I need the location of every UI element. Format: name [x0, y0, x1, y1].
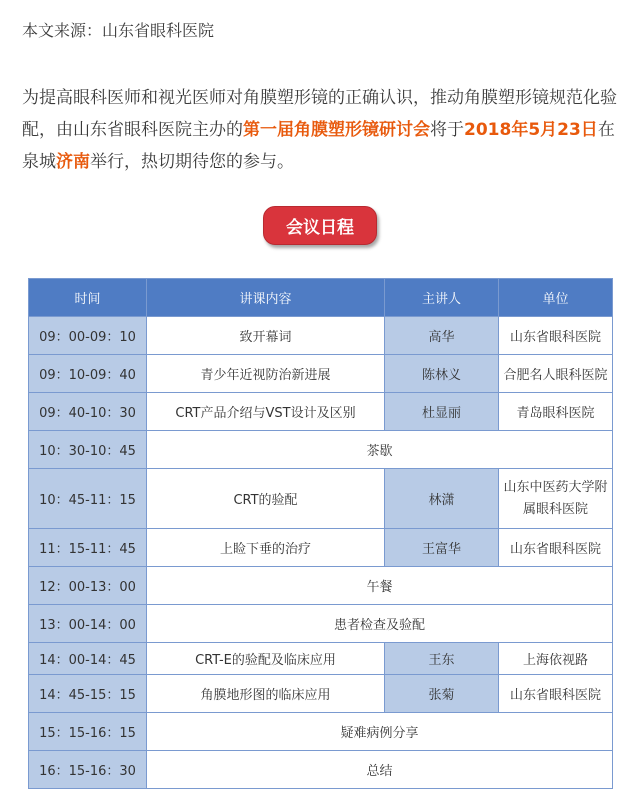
speaker-cell: 王东 [385, 643, 499, 675]
header-org: 单位 [499, 279, 613, 317]
event-city: 济南 [56, 152, 90, 172]
time-cell: 10：45-11：15 [29, 469, 147, 529]
header-time: 时间 [29, 279, 147, 317]
source-line: 本文来源：山东省眼科医院 [22, 21, 215, 40]
topic-cell: CRT产品介绍与VST设计及区别 [147, 393, 385, 431]
schedule-badge: 会议日程 [263, 206, 377, 245]
table-row [29, 469, 613, 529]
badge-container [0, 206, 640, 245]
org-cell: 山东省眼科医院 [499, 529, 613, 567]
table-header-row [29, 279, 613, 317]
table-row [29, 675, 613, 713]
closing-cell: 总结 [147, 751, 613, 789]
table-row [29, 317, 613, 355]
topic-cell: CRT的验配 [147, 469, 385, 529]
session-cell: 疑难病例分享 [147, 713, 613, 751]
time-cell: 14：00-14：45 [29, 643, 147, 675]
org-cell: 青岛眼科医院 [499, 393, 613, 431]
time-cell: 14：45-15：15 [29, 675, 147, 713]
topic-cell: 角膜地形图的临床应用 [147, 675, 385, 713]
table-row [29, 431, 613, 469]
time-cell: 09：00-09：10 [29, 317, 147, 355]
table-row [29, 751, 613, 789]
intro-text-4: 举行，热切期待您的参与。 [90, 152, 294, 172]
time-cell: 12：00-13：00 [29, 567, 147, 605]
lunch-cell: 午餐 [147, 567, 613, 605]
time-cell: 10：30-10：45 [29, 431, 147, 469]
time-cell: 15：15-16：15 [29, 713, 147, 751]
time-cell: 11：15-11：45 [29, 529, 147, 567]
break-cell: 茶歇 [147, 431, 613, 469]
speaker-cell: 林潇 [385, 469, 499, 529]
table-row [29, 643, 613, 675]
schedule-table [28, 278, 613, 789]
org-cell: 上海依视路 [499, 643, 613, 675]
speaker-cell: 陈林义 [385, 355, 499, 393]
org-cell: 山东中医药大学附属眼科医院 [499, 469, 613, 529]
topic-cell: CRT-E的验配及临床应用 [147, 643, 385, 675]
table-row [29, 713, 613, 751]
event-date: 2018年5月23日 [464, 120, 598, 140]
table-row [29, 355, 613, 393]
time-cell: 16：15-16：30 [29, 751, 147, 789]
org-cell: 合肥名人眼科医院 [499, 355, 613, 393]
topic-cell: 致开幕词 [147, 317, 385, 355]
intro-text-1: 为提高眼科医师和视光医师对角膜塑形镜的正确认识，推动角膜塑形镜规范化验配，由山东省眼科医院主办的 [22, 88, 617, 140]
org-cell: 山东省眼科医院 [499, 675, 613, 713]
speaker-cell: 王富华 [385, 529, 499, 567]
speaker-cell: 张菊 [385, 675, 499, 713]
time-cell: 13：00-14：00 [29, 605, 147, 643]
event-name: 第一届角膜塑形镜研讨会 [243, 120, 430, 140]
time-cell: 09：10-09：40 [29, 355, 147, 393]
topic-cell: 青少年近视防治新进展 [147, 355, 385, 393]
intro-text-3: 在泉城 [22, 120, 615, 172]
org-cell: 山东省眼科医院 [499, 317, 613, 355]
table-row [29, 393, 613, 431]
speaker-cell: 杜显丽 [385, 393, 499, 431]
table-row [29, 567, 613, 605]
table-row [29, 605, 613, 643]
speaker-cell: 高华 [385, 317, 499, 355]
topic-cell: 上睑下垂的治疗 [147, 529, 385, 567]
session-cell: 患者检查及验配 [147, 605, 613, 643]
time-cell: 09：40-10：30 [29, 393, 147, 431]
intro-paragraph [22, 82, 622, 178]
intro-text-2: 将于 [430, 120, 464, 140]
header-speaker: 主讲人 [385, 279, 499, 317]
header-topic: 讲课内容 [147, 279, 385, 317]
table-row [29, 529, 613, 567]
